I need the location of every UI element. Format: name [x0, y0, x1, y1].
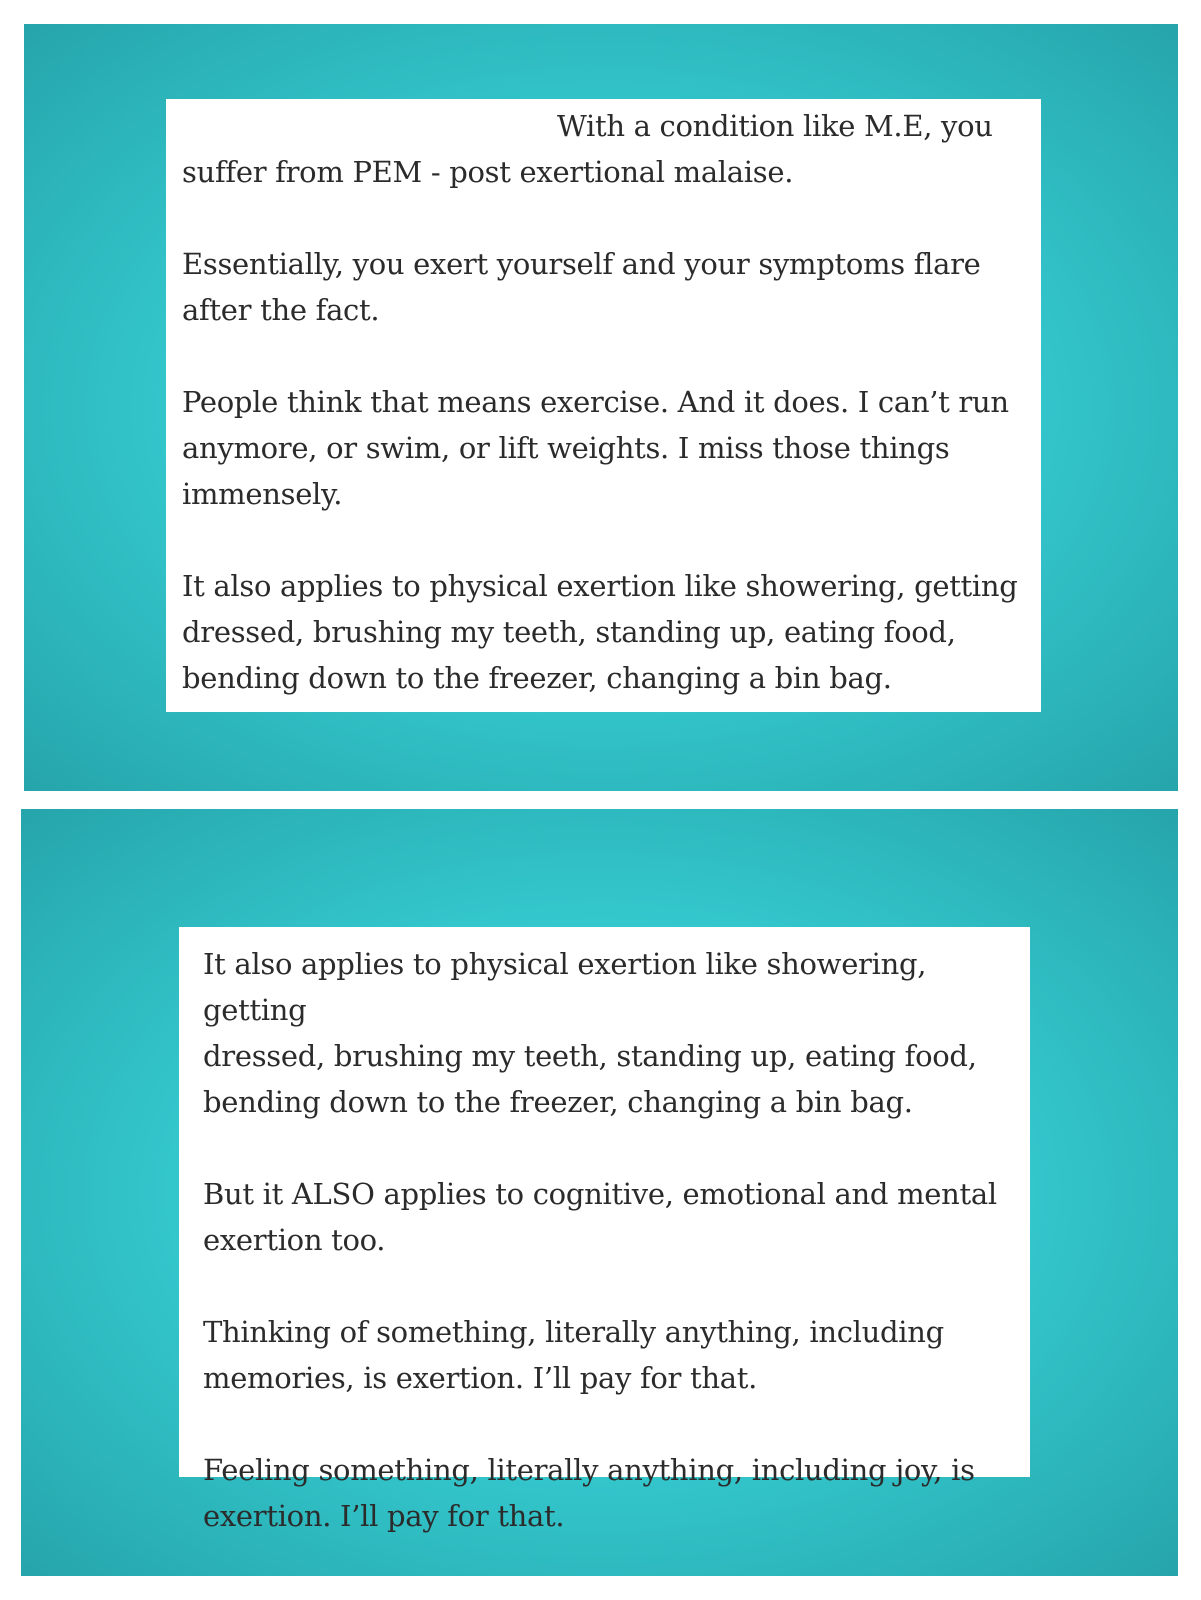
top-paragraph-1-text: With a condition like M.E, you suffer from PEM - post exertional malaise.: [182, 109, 993, 189]
top-paragraph-1: [182, 103, 1025, 195]
top-paragraph-3: People think that means exercise. And it does. I can’t run anymore, or swim, or lift weights. I miss those things immensely.: [182, 385, 1009, 511]
top-paragraph-2: Essentially, you exert yourself and your symptoms flare after the fact.: [182, 247, 981, 327]
top-text-card: [166, 99, 1041, 712]
top-paragraph-4: It also applies to physical exertion like showering, getting dressed, brushing my teeth, standing up, eating food, bending down to the freezer, changing a bin bag.: [182, 569, 1018, 695]
bottom-paragraph-3: Thinking of something, literally anything, including memories, is exertion. I’ll pay for that.: [203, 1315, 944, 1395]
bottom-paragraph-1: It also applies to physical exertion like showering, getting dressed, brushing my teeth, standing up, eating food, bending down to the freezer, changing a bin bag.: [203, 947, 977, 1119]
top-panel: [24, 24, 1178, 791]
bottom-paragraph-2: But it ALSO applies to cognitive, emotional and mental exertion too.: [203, 1177, 997, 1257]
bottom-paragraph-4: Feeling something, literally anything, including joy, is exertion. I’ll pay for that.: [203, 1453, 975, 1533]
bottom-text-card: [179, 927, 1030, 1533]
bottom-panel: [21, 809, 1178, 1576]
